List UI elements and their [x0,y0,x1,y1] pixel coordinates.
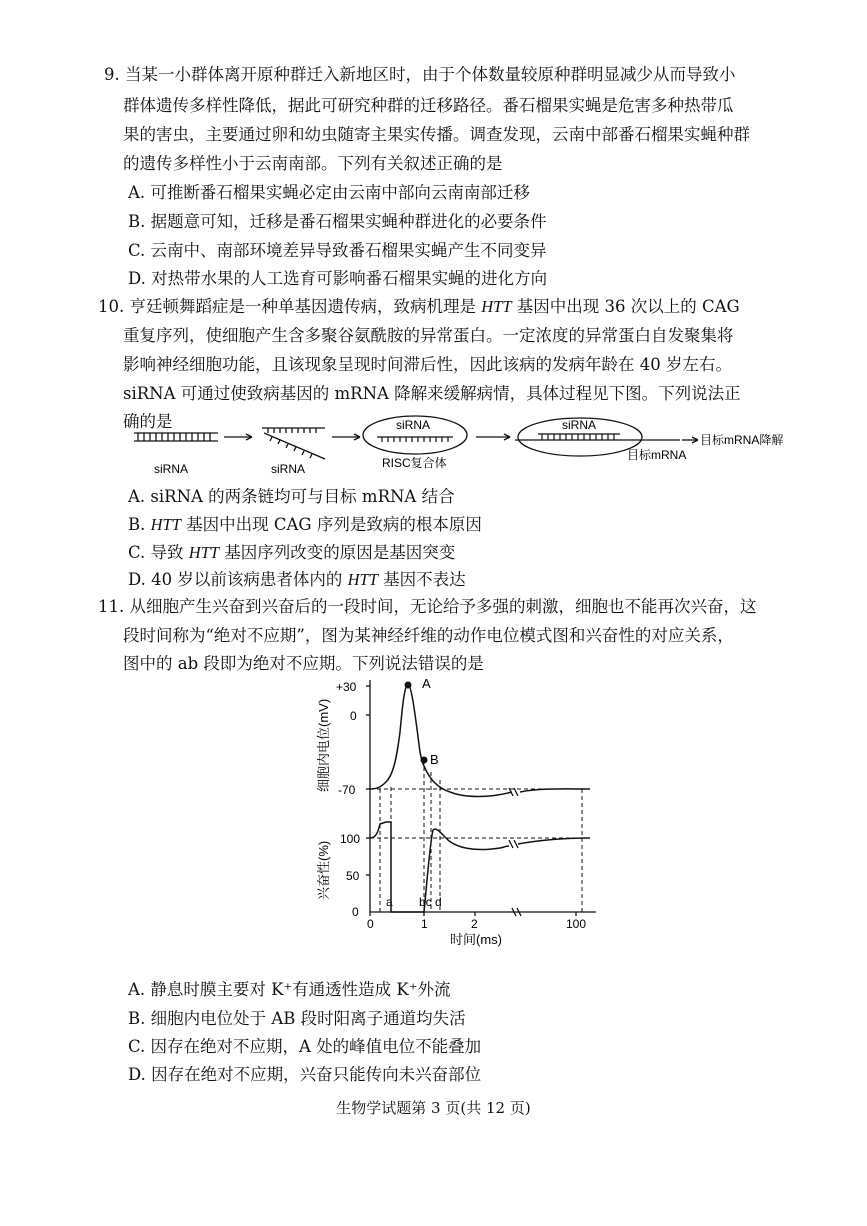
gene-name: HTT [481,297,512,316]
xlabel: 时间(ms) [450,932,502,947]
q10-stem-line1: 10. 亨廷顿舞蹈症是一种单基因遗传病，致病机理是 HTT 基因中出现 36 次以上的 CAG [98,297,740,316]
xtick-1: 1 [421,917,428,931]
q11-option-b: B. 细胞内电位处于 AB 段时阳离子通道均失活 [128,1009,466,1028]
page-footer: 生物学试题第 3 页(共 12 页) [336,1099,531,1117]
q9-option-b: B. 据题意可知，迁移是番石榴果实蝇种群进化的必要条件 [128,212,547,231]
point-a-marker [405,682,412,689]
xtick-100: 100 [566,917,587,931]
q11-stem-line1: 11. 从细胞产生兴奋到兴奋后的一段时间，无论给予多强的刺激，细胞也不能再次兴奋，这 [98,597,757,616]
q9-stem-line2: 群体遗传多样性降低，据此可研究种群的迁移路径。番石榴果实蝇是危害多种热带瓜 [123,96,734,115]
tick-plus30: +30 [336,680,357,694]
q9-option-d: D. 对热带水果的人工选育可影响番石榴果实蝇的进化方向 [128,269,548,288]
q10-option-b: B. HTT 基因中出现 CAG 序列是致病的根本原因 [128,515,482,534]
sirna-label-3: siRNA [396,418,431,432]
target-mrna-label: 目标mRNA [627,448,687,462]
arrow-3 [476,434,510,440]
xtick-0: 0 [367,917,374,931]
q10-stem-line4: siRNA 可通过使致病基因的 mRNA 降解来缓解病情，具体过程见下图。下列说法正 [123,384,741,403]
q9-stem-line3: 果的害虫，主要通过卵和幼虫随寄主果实传播。调查发现，云南中部番石榴果实蝇种群 [123,125,750,144]
arrow-2 [332,434,360,440]
seg-a-label: a [386,895,393,909]
point-b-label: B [430,752,439,767]
excitability-curve [370,822,590,912]
sirna-label-2: siRNA [271,462,306,476]
sirna-separating [262,428,325,459]
arrow-4 [682,437,698,443]
q11-option-d: D. 因存在绝对不应期，兴奋只能传向未兴奋部位 [128,1065,482,1084]
ylabel-top: 细胞内电位(mV) [316,698,331,792]
point-a-label: A [422,676,431,691]
q10-stem-line3: 影响神经细胞功能，且该现象呈现时间滞后性，因此该病的发病年龄在 40 岁左右。 [123,355,732,374]
tick-minus70: -70 [338,783,356,797]
q11-option-c: C. 因存在绝对不应期，A 处的峰值电位不能叠加 [128,1037,482,1056]
q9-option-a: A. 可推断番石榴果实蝇必定由云南中部向云南南部迁移 [128,183,530,202]
q11-stem-line3: 图中的 ab 段即为绝对不应期。下列说法错误的是 [123,654,484,673]
point-b-marker [421,757,428,764]
q10-option-c: C. 导致 HTT 基因序列改变的原因是基因突变 [128,543,456,562]
xtick-2: 2 [471,917,478,931]
sirna-duplex [134,433,218,441]
q9-option-c: C. 云南中、南部环境差异导致番石榴果实蝇产生不同变异 [128,241,547,260]
risc-label: RISC复合体 [382,456,447,470]
q10-stem-line2: 重复序列，使细胞产生含多聚谷氨酰胺的异常蛋白。一定浓度的异常蛋白自发聚集将 [123,326,734,345]
arrow-1 [224,434,252,440]
q10-option-d: D. 40 岁以前该病患者体内的 HTT 基因不表达 [128,570,466,589]
ylabel-bottom: 兴奋性(%) [316,840,331,900]
sirna-label-1: siRNA [154,462,189,476]
tick-100: 100 [340,832,361,846]
sirna-label-4: siRNA [562,418,597,432]
tick-0-top: 0 [350,709,357,723]
sirna-process-diagram [120,415,800,480]
q10-option-a: A. siRNA 的两条链均可与目标 mRNA 结合 [128,487,455,506]
seg-bcd-label: bc d [419,895,442,909]
tick-0-bottom: 0 [352,905,359,919]
q11-stem-line2: 段时间称为“绝对不应期”，图为某神经纤维的动作电位模式图和兴奋性的对应关系， [123,626,734,645]
q10-stem-line5: 确的是 [123,412,173,431]
q9-stem-line4: 的遗传多样性小于云南南部。下列有关叙述正确的是 [123,154,503,173]
action-potential-figure [300,672,610,977]
q11-option-a: A. 静息时膜主要对 K⁺有通透性造成 K⁺外流 [128,980,451,999]
tick-50: 50 [346,869,360,883]
potential-curve [370,684,590,797]
q9-stem-line1: 9. 当某一小群体离开原种群迁入新地区时，由于个体数量较原种群明显减少从而导致小 [104,65,736,84]
degrade-label: 目标mRNA降解 [700,433,784,447]
